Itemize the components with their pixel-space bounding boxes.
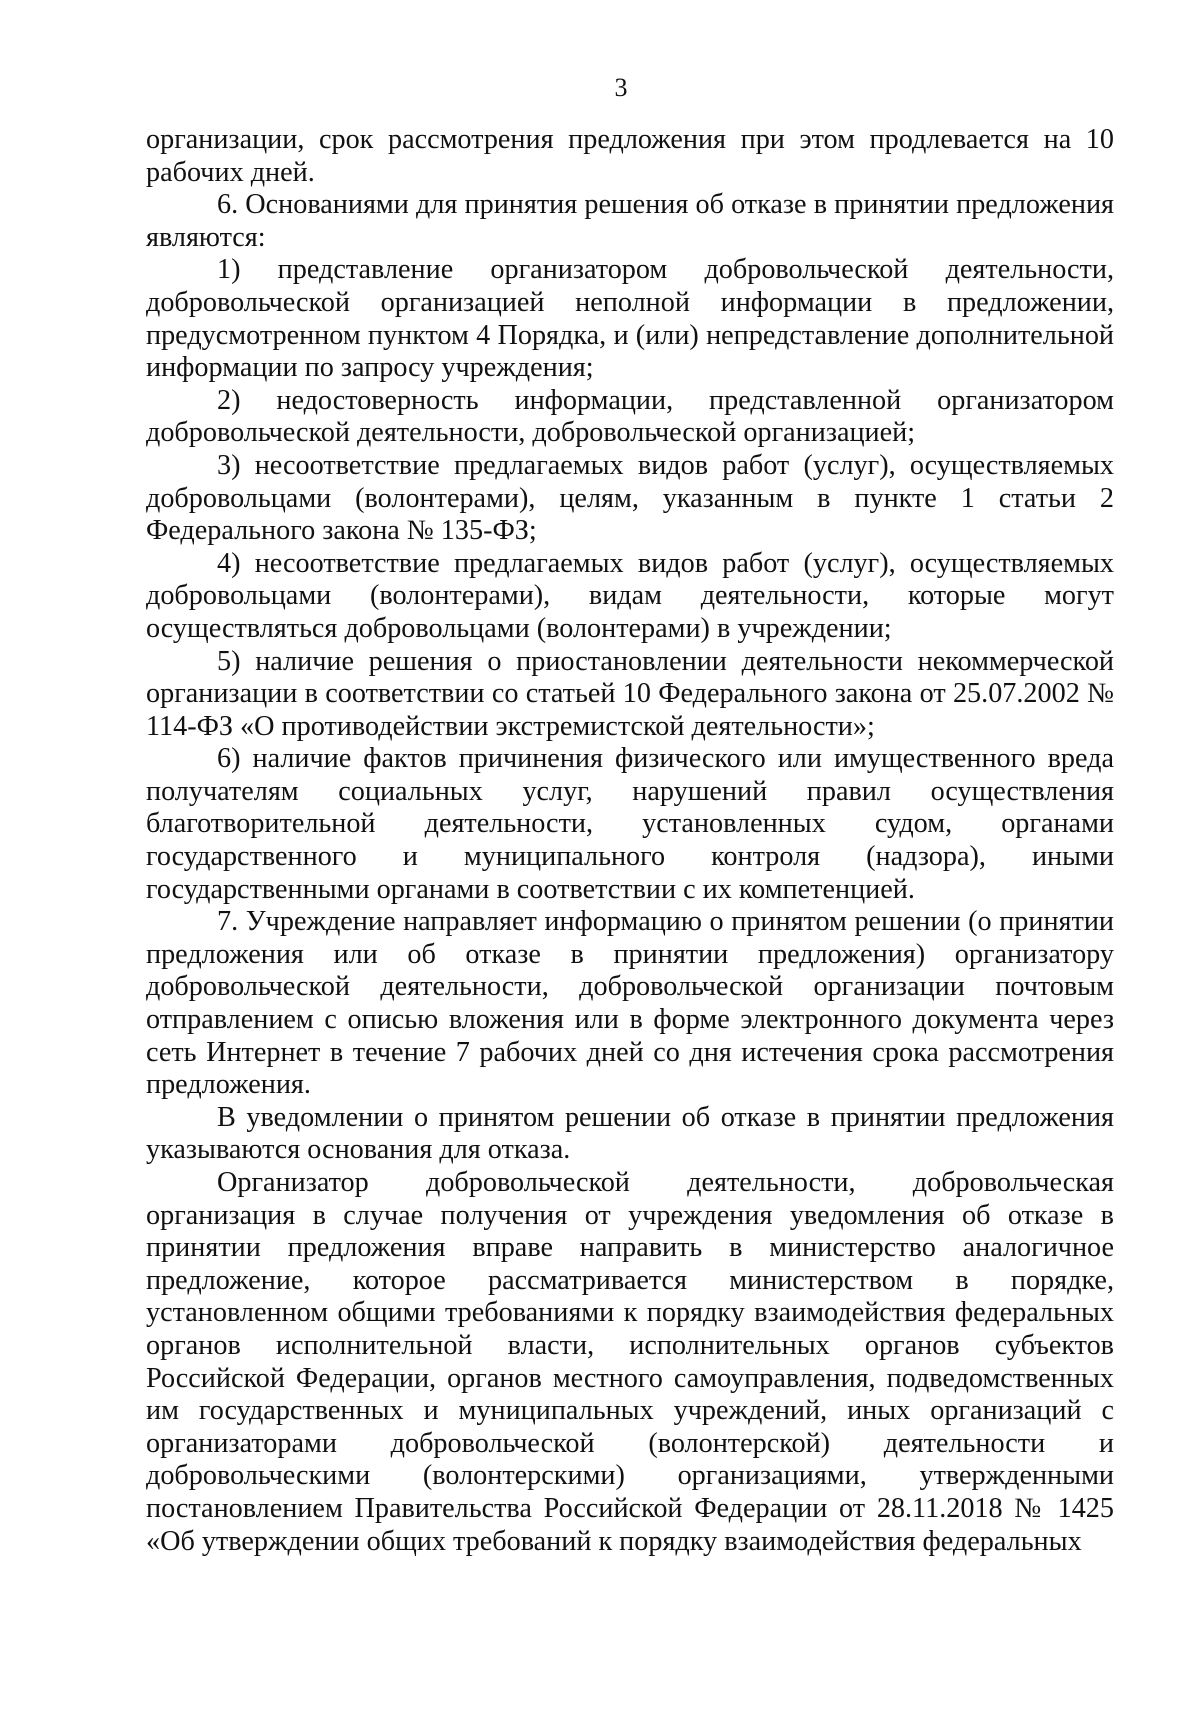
- paragraph-subitem-3: 3) несоответствие предлагаемых видов работ (услуг), осуществляемых добровольцами (волонтерами), целям, указанным в пункте 1 статьи 2 Федерального закона № 135-ФЗ;: [146, 449, 1114, 547]
- paragraph-refusal-notice: В уведомлении о принятом решении об отказе в принятии предложения указываются основания для отказа.: [146, 1101, 1114, 1166]
- paragraph-subitem-2: 2) недостоверность информации, представленной организатором добровольческой деятельности, добровольческой организацией;: [146, 384, 1114, 449]
- paragraph-appeal: Организатор добровольческой деятельности, добровольческая организация в случае получения от учреждения уведомления об отказе в принятии предложения вправе направить в министерство аналогичное предложение, которое рассматривается министерством в порядке, установленном общими требованиями к порядку взаимодействия федеральных органов исполнительной власти, исполнительных органов субъектов Российской Федерации, органов местного самоуправления, подведомственных им государственных и муниципальных учреждений, иных организаций с организаторами добровольческой (волонтерской) деятельности и добровольческими (волонтерскими) организациями, утвержденными постановлением Правительства Российской Федерации от 28.11.2018 № 1425 «Об утверждении общих требований к порядку взаимодействия федеральных: [146, 1167, 1114, 1557]
- paragraph-subitem-4: 4) несоответствие предлагаемых видов работ (услуг), осуществляемых добровольцами (волонтерами), видам деятельности, которые могут осуществляться добровольцами (волонтерами) в учреждении;: [146, 547, 1114, 644]
- paragraph-item-7: 7. Учреждение направляет информацию о принятом решении (о принятии предложения или об отказе в принятии предложения) организатору добровольческой деятельности, добровольческой организации почтовым отправлением с описью вложения или в форме электронного документа через сеть Интернет в течение 7 рабочих дней со дня истечения срока рассмотрения предложения.: [146, 906, 1114, 1101]
- page-number: 3: [614, 73, 628, 102]
- paragraph-subitem-5: 5) наличие решения о приостановлении деятельности некоммерческой организации в соответствии со статьей 10 Федерального закона от 25.07.2002 № 114-ФЗ «О противодействии экстремистской деятельности»;: [146, 645, 1114, 742]
- document-body: [146, 124, 1114, 1558]
- paragraph-subitem-1: 1) представление организатором добровольческой деятельности, добровольческой организацией неполной информации в предложении, предусмотренном пунктом 4 Порядка, и (или) непредставление дополнительной информации по запросу учреждения;: [146, 254, 1114, 384]
- paragraph-subitem-6: 6) наличие фактов причинения физического или имущественного вреда получателям социальных услуг, нарушений правил осуществления благотворительной деятельности, установленных судом, органами государственного и муниципального контроля (надзора), иными государственными органами в соответствии с их компетенцией.: [146, 743, 1114, 905]
- paragraph-continuation: организации, срок рассмотрения предложения при этом продлевается на 10 рабочих дней.: [146, 124, 1114, 188]
- paragraph-item-6: 6. Основаниями для принятия решения об отказе в принятии предложения являются:: [146, 189, 1114, 253]
